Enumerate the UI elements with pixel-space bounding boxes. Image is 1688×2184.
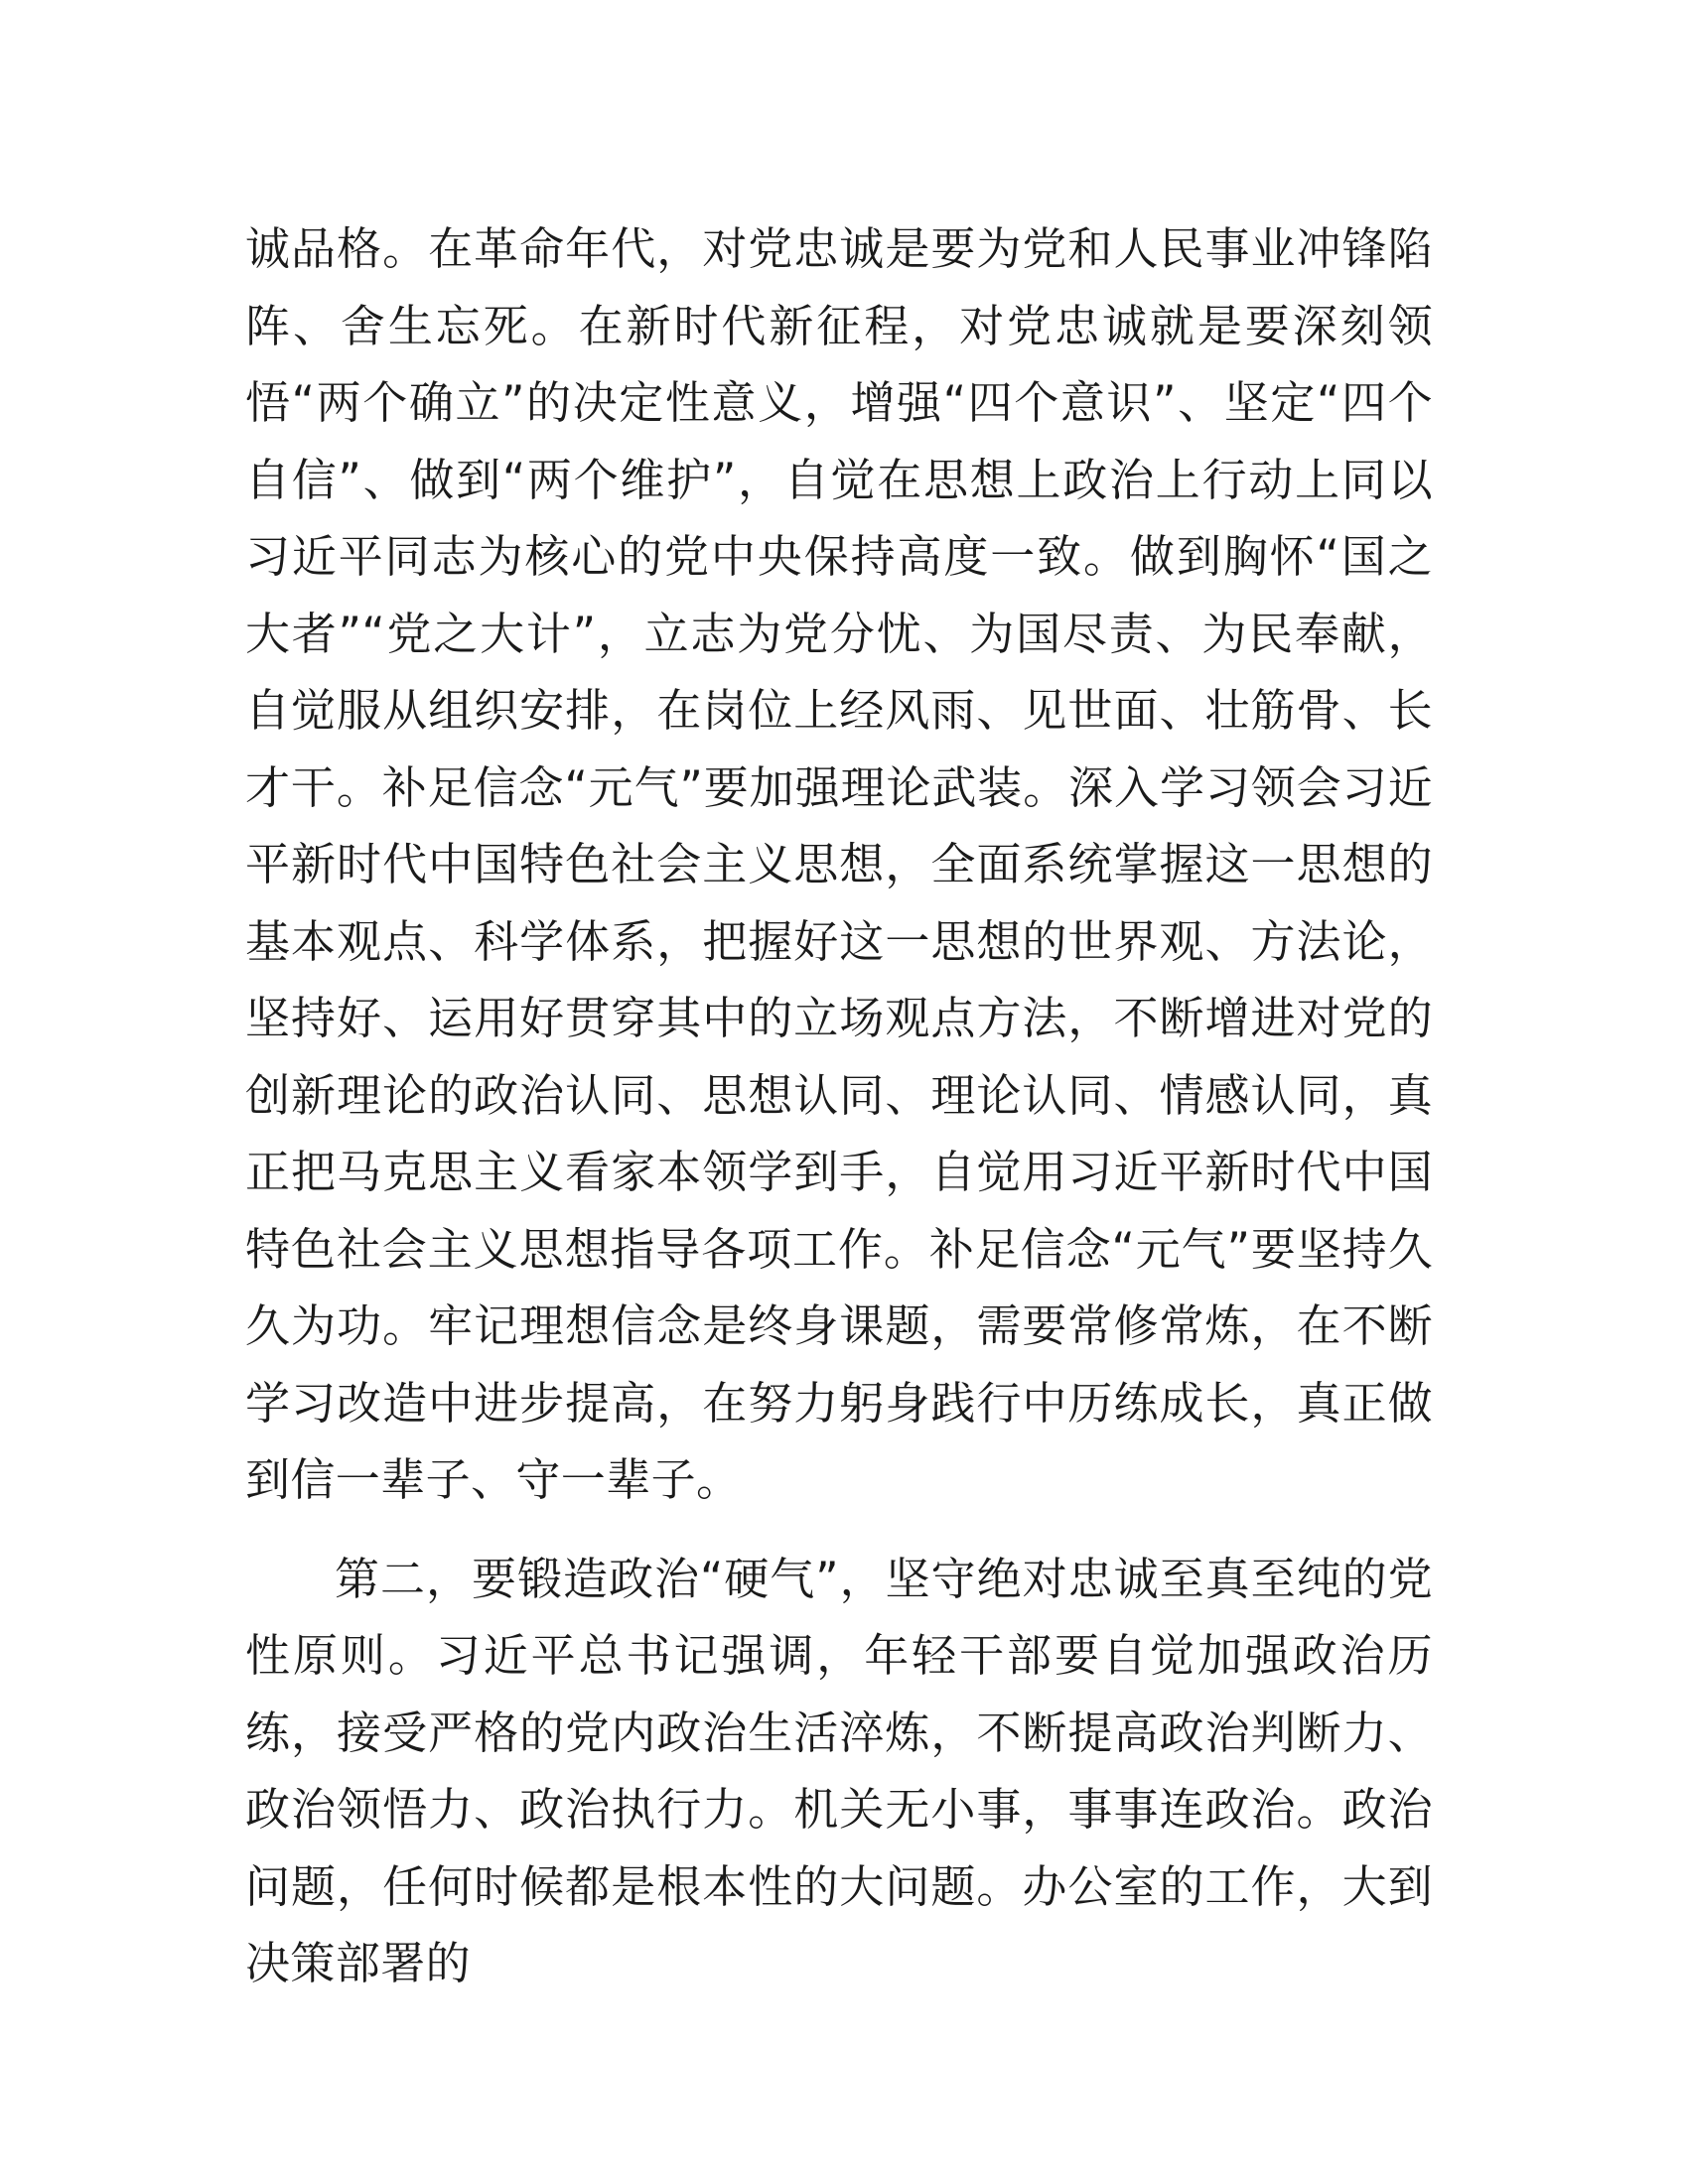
document-body <box>245 210 1433 2002</box>
paragraph-continuation: 诚品格。在革命年代，对党忠诚是要为党和人民事业冲锋陷阵、舍生忘死。在新时代新征程，对党忠诚就是要深刻领悟“两个确立”的决定性意义，增强“四个意识”、坚定“四个自信”、做到“两个维护”，自觉在思想上政治上行动上同以习近平同志为核心的党中央保持高度一致。做到胸怀“国之大者”“党之大计”，立志为党分忧、为国尽责、为民奉献，自觉服从组织安排，在岗位上经风雨、见世面、壮筋骨、长才干。补足信念“元气”要加强理论武装。深入学习领会习近平新时代中国特色社会主义思想，全面系统掌握这一思想的基本观点、科学体系，把握好这一思想的世界观、方法论，坚持好、运用好贯穿其中的立场观点方法，不断增进对党的创新理论的政治认同、思想认同、理论认同、情感认同，真正把马克思主义看家本领学到手，自觉用习近平新时代中国特色社会主义思想指导各项工作。补足信念“元气”要坚持久久为功。牢记理想信念是终身课题，需要常修常炼，在不断学习改造中进步提高，在努力躬身践行中历练成长，真正做到信一辈子、守一辈子。 <box>245 222 1433 1506</box>
paragraph-second-point: 第二，要锻造政治“硬气”，坚守绝对忠诚至真至纯的党性原则。习近平总书记强调，年轻干部要自觉加强政治历练，接受严格的党内政治生活淬炼，不断提高政治判断力、政治领悟力、政治执行力。机关无小事，事事连政治。政治问题，任何时候都是根本性的大问题。办公室的工作，大到决策部署的 <box>245 1552 1433 1989</box>
